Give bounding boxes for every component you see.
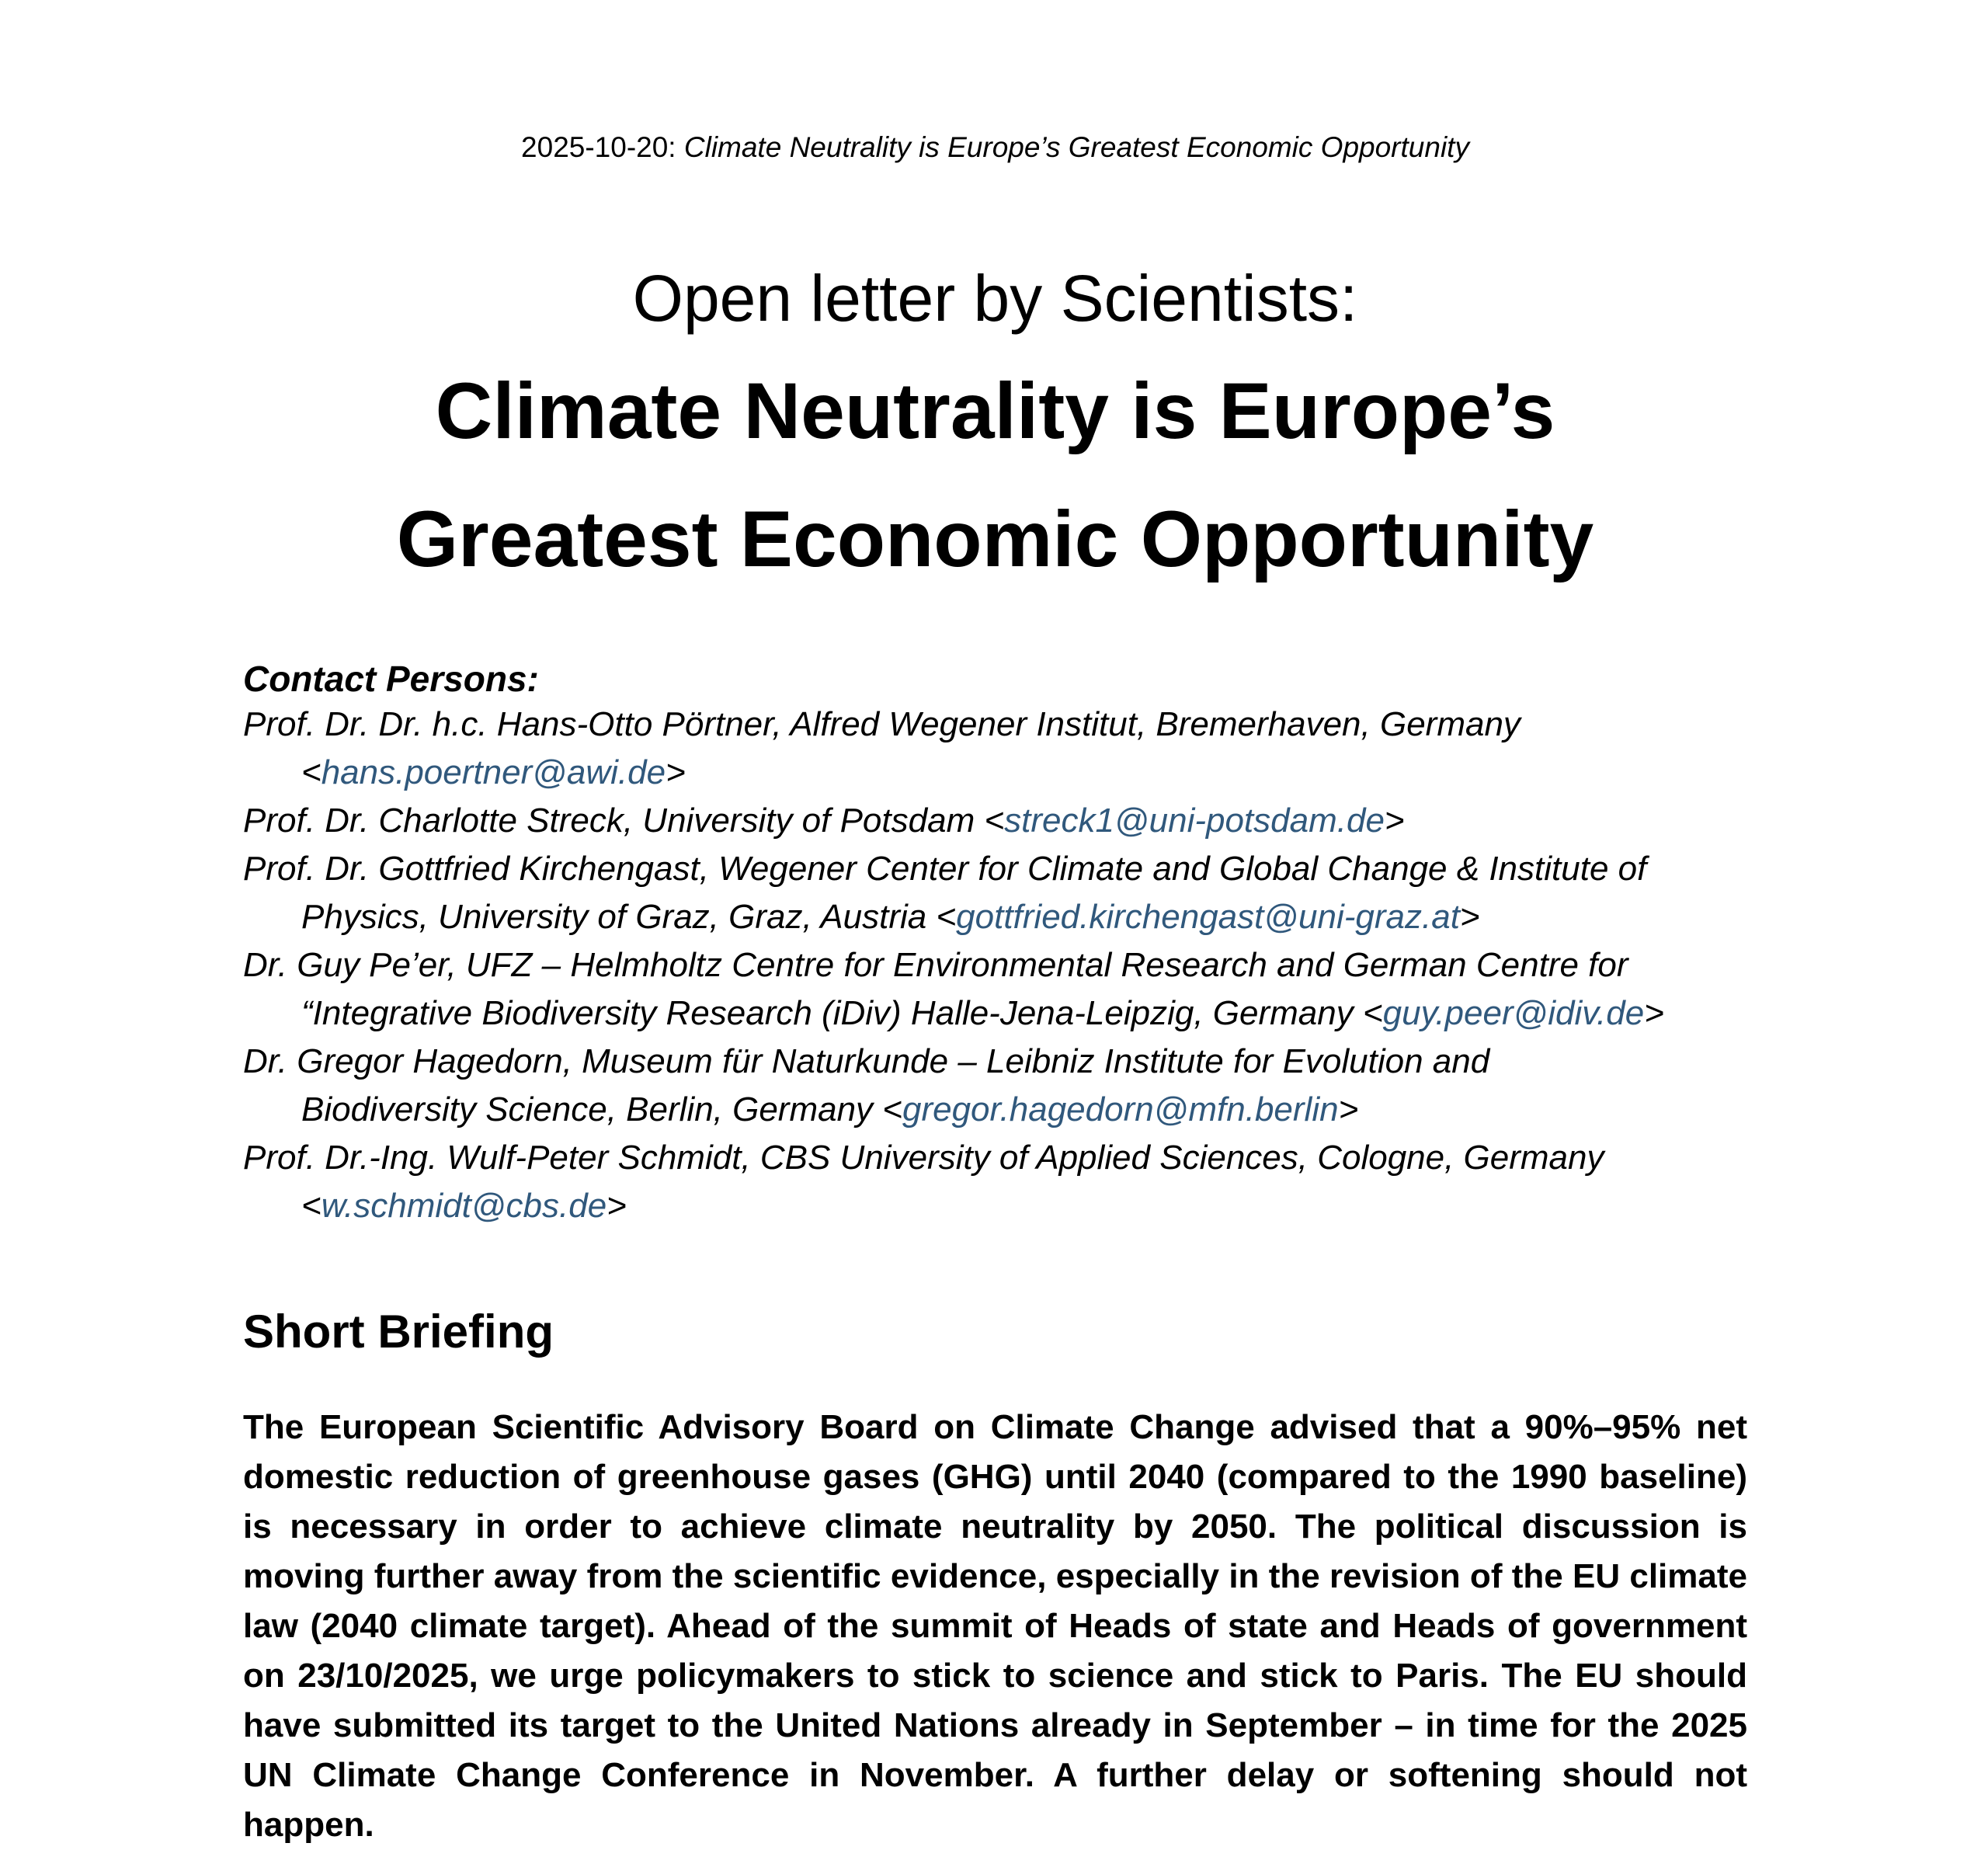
contact-text: < bbox=[301, 753, 321, 791]
contact-line bbox=[243, 989, 1747, 1038]
contact-text: Physics, University of Graz, Graz, Austria < bbox=[301, 898, 957, 936]
email-link[interactable]: hans.poertner@awi.de bbox=[321, 753, 666, 791]
contact-line bbox=[243, 893, 1747, 941]
contact-text: < bbox=[301, 1187, 321, 1225]
contact-line bbox=[243, 1086, 1747, 1134]
email-link[interactable]: gottfried.kirchengast@uni-graz.at bbox=[956, 898, 1460, 936]
contact-text: > bbox=[1338, 1090, 1359, 1128]
contact-line bbox=[243, 845, 1747, 893]
email-link[interactable]: gregor.hagedorn@mfn.berlin bbox=[902, 1090, 1339, 1128]
contact-text: > bbox=[1644, 994, 1664, 1032]
email-link[interactable]: w.schmidt@cbs.de bbox=[321, 1187, 607, 1225]
page-title-line-1: Climate Neutrality is Europe’s bbox=[435, 367, 1555, 455]
page-title-line-2: Greatest Economic Opportunity bbox=[396, 495, 1594, 583]
contact-persons-heading: Contact Persons: bbox=[243, 659, 539, 699]
running-header bbox=[243, 129, 1747, 166]
title-kicker: Open letter by Scientists: bbox=[632, 262, 1358, 335]
header-date: 2025-10-20: bbox=[521, 131, 684, 163]
email-link[interactable]: streck1@uni-potsdam.de bbox=[1004, 802, 1385, 840]
contact-line bbox=[243, 749, 1747, 797]
contact-line bbox=[243, 1038, 1747, 1086]
contact-line bbox=[243, 797, 1747, 845]
contact-text: Biodiversity Science, Berlin, Germany < bbox=[301, 1090, 902, 1128]
contact-text: Dr. Guy Pe’er, UFZ – Helmholtz Centre for Environmental Research and German Centre for bbox=[243, 946, 1628, 984]
contact-text: Prof. Dr.-Ing. Wulf-Peter Schmidt, CBS University of Applied Sciences, Cologne, Germany bbox=[243, 1139, 1604, 1177]
contact-line bbox=[243, 941, 1747, 989]
contact-text: “Integrative Biodiversity Research (iDiv) Halle-Jena-Leipzig, Germany < bbox=[301, 994, 1383, 1032]
contact-text: > bbox=[666, 753, 686, 791]
contact-line bbox=[243, 701, 1747, 749]
header-running-title: Climate Neutrality is Europe’s Greatest Economic Opportunity bbox=[683, 131, 1469, 163]
email-link[interactable]: guy.peer@idiv.de bbox=[1382, 994, 1645, 1032]
short-briefing-paragraph: The European Scientific Advisory Board on Climate Change advised that a 90%–95% net domestic reduction of greenhouse gases (GHG) until 2040 (compared to the 1990 baseline) is necessary in order to achieve climate neutrality by 2050. The political discussion is moving further away from the scientific evidence, especially in the revision of the EU climate law (2040 climate target). Ahead of the summit of Heads of state and Heads of government on 23/10/2025, we urge policymakers to stick to science and stick to Paris. The EU should have submitted its target to the United Nations already in September – in time for the 2025 UN Climate Change Conference in November. A further delay or softening should not happen. bbox=[243, 1408, 1747, 1844]
short-briefing-heading: Short Briefing bbox=[243, 1306, 554, 1358]
contact-list bbox=[243, 701, 1747, 1230]
contact-text: > bbox=[606, 1187, 627, 1225]
contact-text: Prof. Dr. Dr. h.c. Hans-Otto Pörtner, Alfred Wegener Institut, Bremerhaven, Germany bbox=[243, 705, 1521, 743]
contact-text: Dr. Gregor Hagedorn, Museum für Naturkunde – Leibniz Institute for Evolution and bbox=[243, 1042, 1490, 1080]
contact-text: Prof. Dr. Gottfried Kirchengast, Wegener Center for Climate and Global Change & Institute of bbox=[243, 850, 1647, 888]
contact-line bbox=[243, 1182, 1747, 1230]
contact-text: > bbox=[1459, 898, 1480, 936]
contact-line bbox=[243, 1134, 1747, 1182]
contact-text: Prof. Dr. Charlotte Streck, University of Potsdam < bbox=[243, 802, 1005, 840]
contact-text: > bbox=[1384, 802, 1405, 840]
page-title bbox=[243, 347, 1747, 603]
